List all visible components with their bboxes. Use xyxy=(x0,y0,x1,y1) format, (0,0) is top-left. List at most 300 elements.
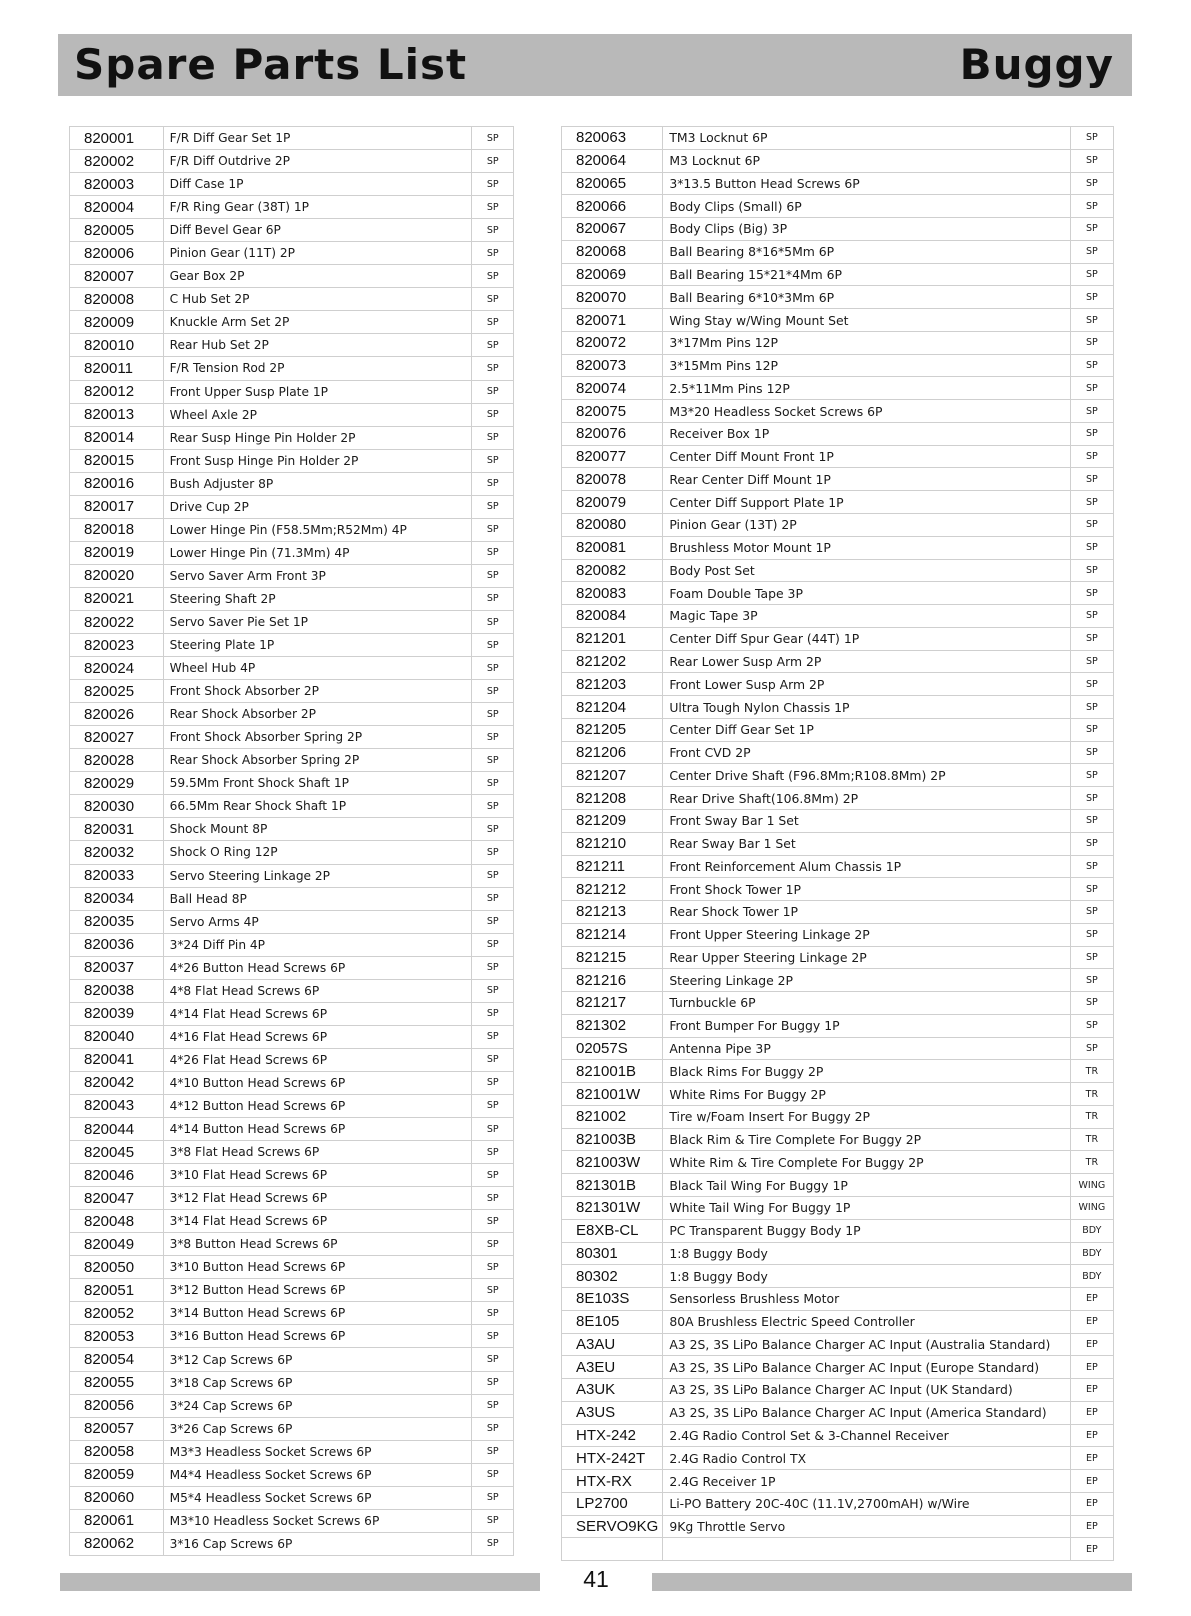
part-row xyxy=(70,657,514,680)
part-code: 820046 xyxy=(70,1164,164,1187)
part-row xyxy=(562,582,1114,605)
part-code: 821001B xyxy=(562,1060,663,1083)
part-code: 820065 xyxy=(562,172,663,195)
part-row xyxy=(70,1187,514,1210)
part-row xyxy=(70,703,514,726)
part-row xyxy=(70,818,514,841)
part-code: 820021 xyxy=(70,587,164,610)
part-row xyxy=(70,518,514,541)
part-type: SP xyxy=(472,749,514,772)
part-type: SP xyxy=(1070,627,1113,650)
part-code: 820043 xyxy=(70,1094,164,1117)
part-type: SP xyxy=(472,380,514,403)
part-description: 3*8 Flat Head Screws 6P xyxy=(163,1141,472,1164)
part-code: 821216 xyxy=(562,969,663,992)
part-row xyxy=(70,1094,514,1117)
part-row xyxy=(70,887,514,910)
part-type: SP xyxy=(472,403,514,426)
part-code: 820011 xyxy=(70,357,164,380)
part-description: 4*14 Flat Head Screws 6P xyxy=(163,1002,472,1025)
part-code: 820014 xyxy=(70,426,164,449)
part-row xyxy=(562,741,1114,764)
part-description: 3*24 Cap Screws 6P xyxy=(163,1394,472,1417)
part-row xyxy=(562,331,1114,354)
part-type: SP xyxy=(1070,878,1113,901)
part-row xyxy=(562,878,1114,901)
part-code: 820055 xyxy=(70,1371,164,1394)
part-description: A3 2S, 3S LiPo Balance Charger AC Input (UK Standard) xyxy=(663,1379,1070,1402)
part-code: 820020 xyxy=(70,564,164,587)
part-description: 2.4G Receiver 1P xyxy=(663,1470,1070,1493)
part-code: 820057 xyxy=(70,1417,164,1440)
part-code: 820060 xyxy=(70,1486,164,1509)
part-description: Shock O Ring 12P xyxy=(163,841,472,864)
part-type: SP xyxy=(472,1532,514,1555)
part-code: 821215 xyxy=(562,946,663,969)
part-row xyxy=(562,377,1114,400)
part-code: 821203 xyxy=(562,673,663,696)
part-code: 820036 xyxy=(70,933,164,956)
part-code: 821212 xyxy=(562,878,663,901)
part-type: SP xyxy=(1070,969,1113,992)
part-code: 821301B xyxy=(562,1174,663,1197)
part-type: SP xyxy=(1070,787,1113,810)
part-code: 820037 xyxy=(70,956,164,979)
part-description: Servo Arms 4P xyxy=(163,910,472,933)
part-description: PC Transparent Buggy Body 1P xyxy=(663,1219,1070,1242)
part-row xyxy=(70,1048,514,1071)
part-type: EP xyxy=(1070,1379,1113,1402)
part-description: Servo Steering Linkage 2P xyxy=(163,864,472,887)
part-description: Steering Linkage 2P xyxy=(663,969,1070,992)
page-header xyxy=(58,34,1132,96)
part-description: Lower Hinge Pin (F58.5Mm;R52Mm) 4P xyxy=(163,518,472,541)
part-row xyxy=(562,468,1114,491)
part-description: M3*20 Headless Socket Screws 6P xyxy=(663,400,1070,423)
part-description: 3*26 Cap Screws 6P xyxy=(163,1417,472,1440)
part-code: 821003W xyxy=(562,1151,663,1174)
part-row xyxy=(70,265,514,288)
part-description: Gear Box 2P xyxy=(163,265,472,288)
page-title: Spare Parts List xyxy=(74,40,468,89)
part-code: 820059 xyxy=(70,1463,164,1486)
part-type: SP xyxy=(1070,536,1113,559)
part-code: 820019 xyxy=(70,541,164,564)
part-code: 820010 xyxy=(70,334,164,357)
part-description: Center Diff Spur Gear (44T) 1P xyxy=(663,627,1070,650)
part-description: Ball Bearing 15*21*4Mm 6P xyxy=(663,263,1070,286)
part-type: SP xyxy=(1070,559,1113,582)
part-type: BDY xyxy=(1070,1265,1113,1288)
part-type: WING xyxy=(1070,1174,1113,1197)
part-description: C Hub Set 2P xyxy=(163,288,472,311)
part-type: SP xyxy=(472,610,514,633)
part-row xyxy=(70,587,514,610)
part-type: SP xyxy=(1070,673,1113,696)
part-description: 3*24 Diff Pin 4P xyxy=(163,933,472,956)
part-description: Body Post Set xyxy=(663,559,1070,582)
part-description: Ball Bearing 6*10*3Mm 6P xyxy=(663,286,1070,309)
part-code: 820072 xyxy=(562,331,663,354)
part-description: Rear Hub Set 2P xyxy=(163,334,472,357)
part-row xyxy=(70,1348,514,1371)
part-description: Center Diff Gear Set 1P xyxy=(663,718,1070,741)
part-code: 820075 xyxy=(562,400,663,423)
part-row xyxy=(70,864,514,887)
part-description: Front Upper Steering Linkage 2P xyxy=(663,923,1070,946)
part-description: Rear Lower Susp Arm 2P xyxy=(663,650,1070,673)
part-code: 821001W xyxy=(562,1083,663,1106)
part-code: 820003 xyxy=(70,173,164,196)
part-code: 820030 xyxy=(70,795,164,818)
part-type: SP xyxy=(472,1440,514,1463)
part-type: EP xyxy=(1070,1538,1113,1561)
part-code: 820083 xyxy=(562,582,663,605)
part-description: Antenna Pipe 3P xyxy=(663,1037,1070,1060)
part-description: 66.5Mm Rear Shock Shaft 1P xyxy=(163,795,472,818)
part-row xyxy=(70,680,514,703)
part-type: SP xyxy=(1070,832,1113,855)
part-code: 8E103S xyxy=(562,1288,663,1311)
part-code: 820080 xyxy=(562,514,663,537)
part-code: A3AU xyxy=(562,1333,663,1356)
part-type: SP xyxy=(472,541,514,564)
part-row xyxy=(70,772,514,795)
part-code: E8XB-CL xyxy=(562,1219,663,1242)
part-type: SP xyxy=(472,1002,514,1025)
part-row xyxy=(70,1371,514,1394)
part-type: BDY xyxy=(1070,1219,1113,1242)
part-type: SP xyxy=(1070,400,1113,423)
part-description: 3*16 Button Head Screws 6P xyxy=(163,1325,472,1348)
part-description: Wheel Axle 2P xyxy=(163,403,472,426)
part-code: 820017 xyxy=(70,495,164,518)
part-type: SP xyxy=(472,795,514,818)
part-row xyxy=(70,173,514,196)
part-row xyxy=(562,627,1114,650)
part-type: EP xyxy=(1070,1447,1113,1470)
part-row xyxy=(562,1083,1114,1106)
part-code: 820015 xyxy=(70,449,164,472)
part-type: SP xyxy=(1070,218,1113,241)
part-code: HTX-242 xyxy=(562,1424,663,1447)
part-type: SP xyxy=(1070,195,1113,218)
part-description: Rear Shock Absorber Spring 2P xyxy=(163,749,472,772)
part-type: SP xyxy=(1070,354,1113,377)
part-row xyxy=(562,1538,1114,1561)
part-description: Center Diff Support Plate 1P xyxy=(663,491,1070,514)
part-code: 820056 xyxy=(70,1394,164,1417)
part-row xyxy=(70,1394,514,1417)
part-code: 820008 xyxy=(70,288,164,311)
part-row xyxy=(562,605,1114,628)
part-type: SP xyxy=(472,1509,514,1532)
part-description: 4*26 Flat Head Screws 6P xyxy=(163,1048,472,1071)
part-row xyxy=(70,564,514,587)
part-type: SP xyxy=(472,219,514,242)
part-row xyxy=(562,1128,1114,1151)
part-type: SP xyxy=(1070,809,1113,832)
part-description: 4*12 Button Head Screws 6P xyxy=(163,1094,472,1117)
part-code: 820066 xyxy=(562,195,663,218)
part-row xyxy=(70,1025,514,1048)
part-row xyxy=(562,787,1114,810)
part-type: SP xyxy=(472,1256,514,1279)
part-type: SP xyxy=(472,449,514,472)
part-description: Front Sway Bar 1 Set xyxy=(663,809,1070,832)
part-row xyxy=(70,495,514,518)
part-description: Center Drive Shaft (F96.8Mm;R108.8Mm) 2P xyxy=(663,764,1070,787)
part-row xyxy=(70,1486,514,1509)
part-type: SP xyxy=(1070,650,1113,673)
part-code: 820078 xyxy=(562,468,663,491)
part-row xyxy=(70,795,514,818)
part-code: 820013 xyxy=(70,403,164,426)
part-description: Front Shock Tower 1P xyxy=(663,878,1070,901)
part-type: SP xyxy=(1070,1014,1113,1037)
part-description: 1:8 Buggy Body xyxy=(663,1242,1070,1265)
part-description: M3 Locknut 6P xyxy=(663,149,1070,172)
part-row xyxy=(562,1014,1114,1037)
part-type: SP xyxy=(472,472,514,495)
part-row xyxy=(562,263,1114,286)
part-code: 820068 xyxy=(562,240,663,263)
part-row xyxy=(70,1164,514,1187)
part-description: Rear Upper Steering Linkage 2P xyxy=(663,946,1070,969)
part-row xyxy=(562,855,1114,878)
part-row xyxy=(70,357,514,380)
part-row xyxy=(70,449,514,472)
part-type: EP xyxy=(1070,1310,1113,1333)
part-description: 2.4G Radio Control TX xyxy=(663,1447,1070,1470)
part-type: BDY xyxy=(1070,1242,1113,1265)
part-row xyxy=(70,956,514,979)
part-type: SP xyxy=(472,564,514,587)
part-description: Black Tail Wing For Buggy 1P xyxy=(663,1174,1070,1197)
part-description: F/R Tension Rod 2P xyxy=(163,357,472,380)
part-row xyxy=(70,910,514,933)
part-row xyxy=(562,286,1114,309)
part-type: TR xyxy=(1070,1128,1113,1151)
part-description: Front Lower Susp Arm 2P xyxy=(663,673,1070,696)
part-row xyxy=(562,218,1114,241)
part-type: SP xyxy=(1070,377,1113,400)
part-description: Diff Bevel Gear 6P xyxy=(163,219,472,242)
part-type: SP xyxy=(1070,718,1113,741)
part-code: 820063 xyxy=(562,127,663,150)
part-code: SERVO9KG xyxy=(562,1515,663,1538)
part-row xyxy=(562,240,1114,263)
part-code: 820029 xyxy=(70,772,164,795)
part-description: Front Shock Absorber Spring 2P xyxy=(163,726,472,749)
part-row xyxy=(562,1288,1114,1311)
part-row xyxy=(70,1532,514,1555)
part-code: 820082 xyxy=(562,559,663,582)
part-row xyxy=(70,219,514,242)
part-row xyxy=(562,764,1114,787)
part-description: 3*10 Button Head Screws 6P xyxy=(163,1256,472,1279)
part-row xyxy=(70,472,514,495)
part-code: 820047 xyxy=(70,1187,164,1210)
part-row xyxy=(70,749,514,772)
part-row xyxy=(562,650,1114,673)
part-row xyxy=(562,809,1114,832)
part-type: SP xyxy=(472,265,514,288)
part-description: 4*14 Button Head Screws 6P xyxy=(163,1118,472,1141)
part-code: 820033 xyxy=(70,864,164,887)
part-description: Rear Drive Shaft(106.8Mm) 2P xyxy=(663,787,1070,810)
part-row xyxy=(562,514,1114,537)
part-code: 820040 xyxy=(70,1025,164,1048)
part-code: A3EU xyxy=(562,1356,663,1379)
part-row xyxy=(562,1060,1114,1083)
part-row xyxy=(70,1279,514,1302)
part-type: SP xyxy=(1070,309,1113,332)
part-row xyxy=(70,979,514,1002)
part-row xyxy=(562,946,1114,969)
part-row xyxy=(562,149,1114,172)
part-code: 820064 xyxy=(562,149,663,172)
part-code: 820079 xyxy=(562,491,663,514)
footer-bar-left xyxy=(60,1573,540,1591)
part-description: 59.5Mm Front Shock Shaft 1P xyxy=(163,772,472,795)
part-row xyxy=(562,901,1114,924)
part-description: 4*26 Button Head Screws 6P xyxy=(163,956,472,979)
part-code: 821214 xyxy=(562,923,663,946)
part-type: TR xyxy=(1070,1060,1113,1083)
part-description: Pinion Gear (11T) 2P xyxy=(163,242,472,265)
part-description: 4*8 Flat Head Screws 6P xyxy=(163,979,472,1002)
part-code: 820001 xyxy=(70,127,164,150)
part-code: 820005 xyxy=(70,219,164,242)
part-row xyxy=(562,400,1114,423)
part-type: SP xyxy=(472,587,514,610)
part-row xyxy=(562,1196,1114,1219)
part-code: 820041 xyxy=(70,1048,164,1071)
part-row xyxy=(562,673,1114,696)
parts-table-left-body xyxy=(70,127,514,1556)
part-row xyxy=(70,1002,514,1025)
part-description: Receiver Box 1P xyxy=(663,422,1070,445)
part-description: Steering Plate 1P xyxy=(163,634,472,657)
part-row xyxy=(562,1242,1114,1265)
part-description: F/R Diff Gear Set 1P xyxy=(163,127,472,150)
part-code: 820026 xyxy=(70,703,164,726)
part-code: 820009 xyxy=(70,311,164,334)
part-row xyxy=(562,1492,1114,1515)
part-row xyxy=(70,541,514,564)
part-type: SP xyxy=(472,979,514,1002)
part-code: 8E105 xyxy=(562,1310,663,1333)
part-description: Front Shock Absorber 2P xyxy=(163,680,472,703)
part-description: Magic Tape 3P xyxy=(663,605,1070,628)
part-description: Wheel Hub 4P xyxy=(163,657,472,680)
part-type: SP xyxy=(472,1210,514,1233)
part-row xyxy=(562,559,1114,582)
part-row xyxy=(562,491,1114,514)
part-code: 821209 xyxy=(562,809,663,832)
part-code: 80302 xyxy=(562,1265,663,1288)
part-code: 820061 xyxy=(70,1509,164,1532)
part-code: 821201 xyxy=(562,627,663,650)
part-description xyxy=(663,1538,1070,1561)
part-code: 820077 xyxy=(562,445,663,468)
parts-table-right xyxy=(561,126,1114,1561)
part-code: 820058 xyxy=(70,1440,164,1463)
part-row xyxy=(562,1447,1114,1470)
part-description: Shock Mount 8P xyxy=(163,818,472,841)
part-row xyxy=(562,992,1114,1015)
part-row xyxy=(562,354,1114,377)
part-type: SP xyxy=(472,956,514,979)
part-row xyxy=(70,426,514,449)
part-row xyxy=(70,726,514,749)
part-code: LP2700 xyxy=(562,1492,663,1515)
part-row xyxy=(70,1440,514,1463)
part-type: SP xyxy=(1070,331,1113,354)
part-description: A3 2S, 3S LiPo Balance Charger AC Input (Australia Standard) xyxy=(663,1333,1070,1356)
part-type: SP xyxy=(472,1302,514,1325)
part-description: Wing Stay w/Wing Mount Set xyxy=(663,309,1070,332)
part-code: 820076 xyxy=(562,422,663,445)
part-code: 820023 xyxy=(70,634,164,657)
part-description: White Tail Wing For Buggy 1P xyxy=(663,1196,1070,1219)
part-description: 1:8 Buggy Body xyxy=(663,1265,1070,1288)
part-description: M3*3 Headless Socket Screws 6P xyxy=(163,1440,472,1463)
category-title: Buggy xyxy=(959,40,1114,89)
part-code: 821211 xyxy=(562,855,663,878)
part-type: SP xyxy=(1070,923,1113,946)
part-type: EP xyxy=(1070,1401,1113,1424)
part-code: 820018 xyxy=(70,518,164,541)
part-description: Front Bumper For Buggy 1P xyxy=(663,1014,1070,1037)
part-row xyxy=(70,403,514,426)
part-row xyxy=(562,172,1114,195)
part-code: 02057S xyxy=(562,1037,663,1060)
part-type: SP xyxy=(1070,696,1113,719)
part-row xyxy=(562,1265,1114,1288)
part-code: 820028 xyxy=(70,749,164,772)
part-description: Front Susp Hinge Pin Holder 2P xyxy=(163,449,472,472)
part-type: WING xyxy=(1070,1196,1113,1219)
part-row xyxy=(562,1037,1114,1060)
part-code: 820025 xyxy=(70,680,164,703)
part-code: 820052 xyxy=(70,1302,164,1325)
part-row xyxy=(70,288,514,311)
part-row xyxy=(70,1210,514,1233)
part-code: 821217 xyxy=(562,992,663,1015)
part-description: 3*14 Button Head Screws 6P xyxy=(163,1302,472,1325)
part-description: 4*16 Flat Head Screws 6P xyxy=(163,1025,472,1048)
part-code: 820007 xyxy=(70,265,164,288)
part-type: SP xyxy=(472,1164,514,1187)
part-code: 820053 xyxy=(70,1325,164,1348)
part-code: 820069 xyxy=(562,263,663,286)
part-description: Drive Cup 2P xyxy=(163,495,472,518)
part-type: SP xyxy=(472,196,514,219)
part-description: 3*13.5 Button Head Screws 6P xyxy=(663,172,1070,195)
part-type: SP xyxy=(472,127,514,150)
part-row xyxy=(562,1379,1114,1402)
part-description: Ball Bearing 8*16*5Mm 6P xyxy=(663,240,1070,263)
part-type: SP xyxy=(472,1486,514,1509)
part-code: 820051 xyxy=(70,1279,164,1302)
part-description: M4*4 Headless Socket Screws 6P xyxy=(163,1463,472,1486)
part-description: Servo Saver Pie Set 1P xyxy=(163,610,472,633)
part-description: Ball Head 8P xyxy=(163,887,472,910)
part-code: 820050 xyxy=(70,1256,164,1279)
part-code: A3UK xyxy=(562,1379,663,1402)
